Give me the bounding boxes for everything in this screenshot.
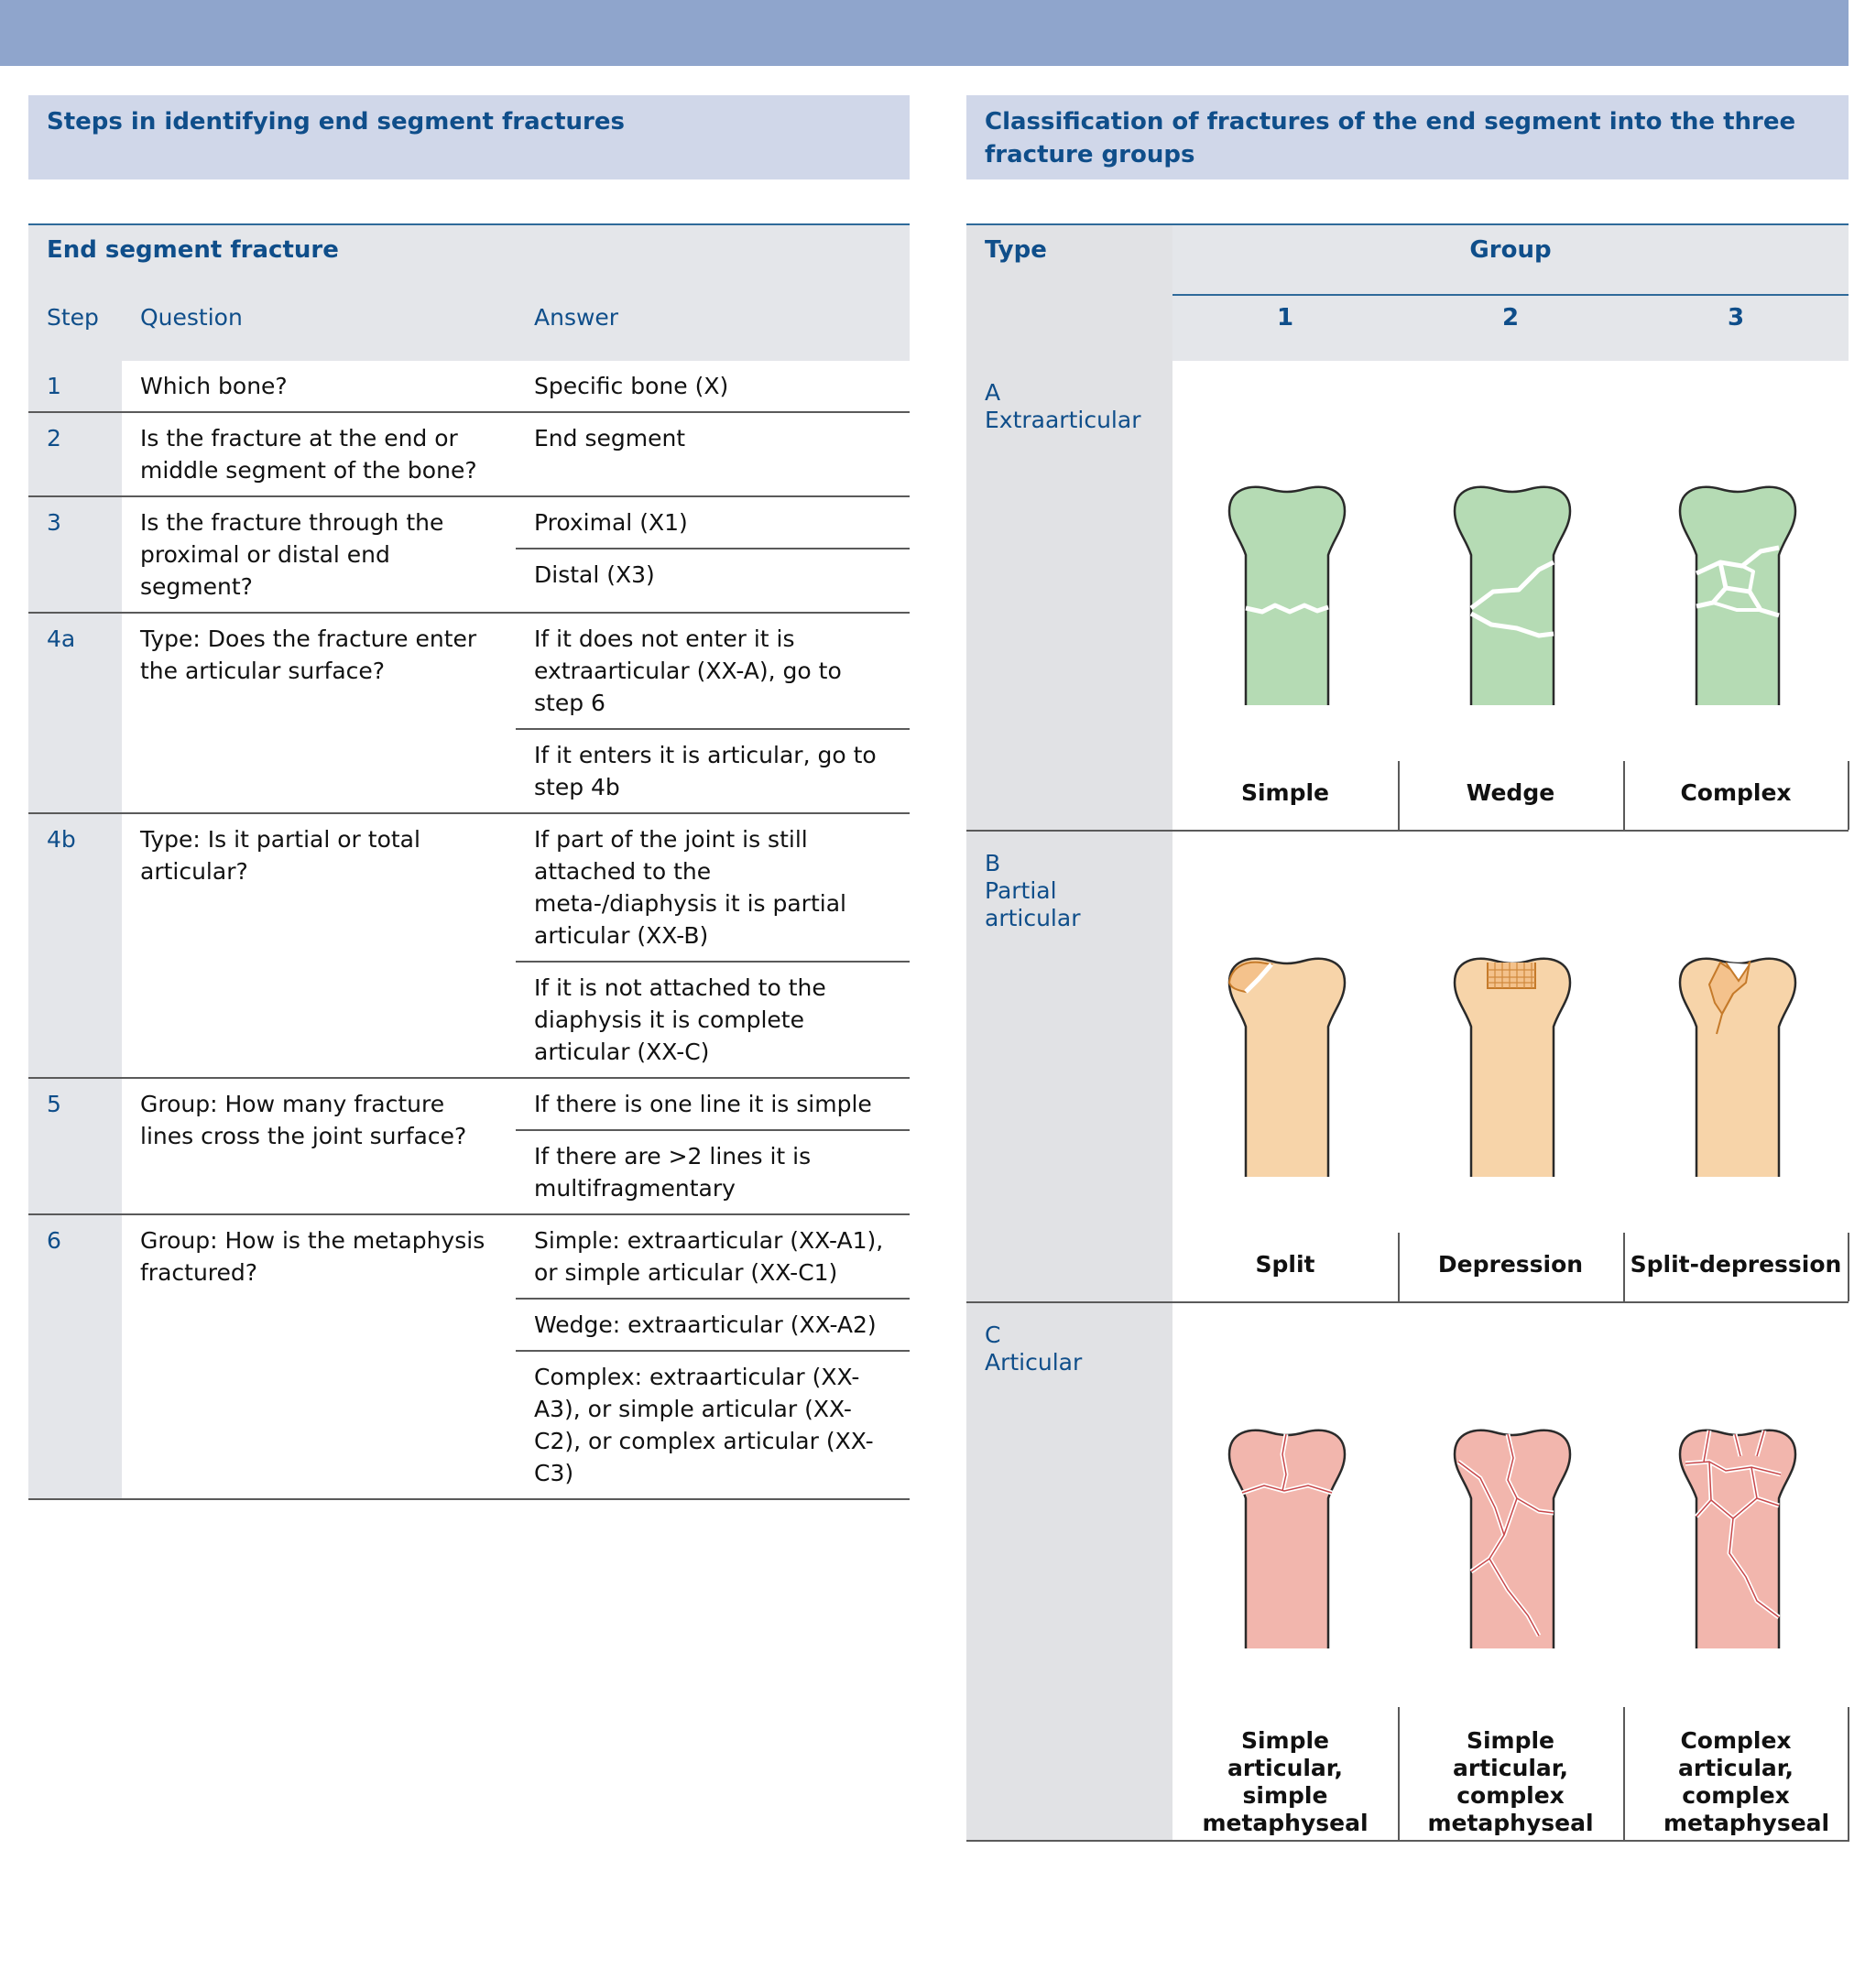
table-row (28, 814, 910, 1079)
step-question: Is the fracture at the end or middle segment of the bone? (140, 425, 477, 484)
type-a-name: Extraarticular (985, 407, 1141, 433)
group-number-3: 3 (1727, 304, 1745, 332)
caption-b1: Split (1255, 1251, 1315, 1278)
step-answer: If it does not enter it is extraarticular (XX-A), go to step 6 (534, 626, 842, 716)
caption-c1: Simple articular, simple metaphyseal (1202, 1727, 1369, 1836)
table-row (28, 614, 910, 814)
bone-c1-simple-articular-simple-metaphyseal-icon (1218, 1398, 1356, 1654)
group-number-2: 2 (1501, 304, 1520, 332)
bone-a3-complex-icon (1669, 454, 1806, 711)
type-c-letter: C (985, 1322, 1001, 1348)
table-row (28, 1215, 910, 1500)
type-column (966, 225, 1172, 1840)
table-title: End segment fracture (47, 236, 339, 264)
step-answer: If there is one line it is simple (534, 1091, 872, 1117)
right-panel-title: Classification of fractures of the end segment into the three fracture groups (966, 95, 1849, 179)
step-answer: Complex: extraarticular (XX-A3), or simple articular (XX-C2), or complex articular (XX-C3) (516, 1350, 910, 1498)
bone-a1-simple-icon (1218, 454, 1356, 711)
step-number: 4b (28, 814, 122, 1077)
step-number: 6 (28, 1215, 122, 1498)
row-divider (966, 830, 1849, 832)
step-question: Group: How is the metaphysis fractured? (140, 1227, 485, 1286)
column-header-question: Question (140, 304, 243, 331)
step-answer: Specific bone (X) (534, 373, 729, 399)
step-answer: If it is not attached to the diaphysis it is complete articular (XX-C) (516, 961, 910, 1077)
step-number: 1 (28, 361, 122, 411)
group-number-1: 1 (1276, 304, 1294, 332)
step-question: Type: Is it partial or total articular? (140, 826, 420, 885)
step-question: Type: Does the fracture enter the articular surface? (140, 626, 477, 684)
step-number: 4a (28, 614, 122, 812)
bone-c2-simple-articular-complex-metaphyseal-icon (1444, 1398, 1581, 1654)
step-answer: If it enters it is articular, go to step 4b (516, 728, 910, 812)
bone-b1-split-icon (1218, 926, 1356, 1182)
bone-c3-complex-articular-complex-metaphyseal-icon (1669, 1398, 1806, 1654)
classification-table (966, 223, 1849, 1840)
step-answers (516, 1079, 910, 1213)
type-header: Type (985, 236, 1047, 264)
step-answer: If there are >2 lines it is multifragmentary (516, 1129, 910, 1213)
group-header-divider (1172, 294, 1849, 296)
table-row (28, 1079, 910, 1215)
type-b-letter: B (985, 850, 1001, 876)
step-answer: Simple: extraarticular (XX-A1), or simple articular (XX-C1) (534, 1227, 884, 1286)
step-number: 2 (28, 413, 122, 495)
step-answer: Proximal (X1) (534, 509, 688, 536)
step-answers (516, 361, 910, 411)
step-answers (516, 814, 910, 1077)
group-header-label: Group (1469, 236, 1552, 264)
step-answers (516, 1215, 910, 1498)
table-row (28, 361, 910, 413)
row-divider (966, 1301, 1849, 1303)
step-answer: If part of the joint is still attached to the meta-/diaphysis it is partial articular (XX-B) (534, 826, 846, 949)
steps-table-body (28, 361, 910, 1500)
column-header-step: Step (47, 304, 99, 331)
step-answers (516, 413, 910, 495)
top-banner (0, 0, 1849, 66)
caption-b3: Split-depression (1630, 1251, 1842, 1278)
step-number: 3 (28, 497, 122, 612)
step-answer: Distal (X3) (516, 548, 910, 600)
caption-c3: Complex articular, complex metaphyseal (1663, 1727, 1830, 1836)
left-panel-title: Steps in identifying end segment fractures (28, 95, 910, 179)
step-answers (516, 614, 910, 812)
steps-table-header (28, 225, 910, 361)
caption-c2: Simple articular, complex metaphyseal (1427, 1727, 1594, 1836)
table-row (28, 413, 910, 497)
step-answer: End segment (534, 425, 686, 451)
column-header-answer: Answer (534, 304, 619, 331)
caption-a3: Complex (1680, 779, 1792, 806)
type-b-name: Partial articular (985, 877, 1081, 931)
caption-b2: Depression (1437, 1251, 1584, 1278)
row-divider (966, 1840, 1849, 1842)
step-answer: Wedge: extraarticular (XX-A2) (516, 1298, 910, 1350)
bone-b3-split-depression-icon (1669, 926, 1806, 1182)
steps-table (28, 223, 910, 1500)
caption-a1: Simple (1240, 779, 1330, 806)
group-header (1172, 225, 1849, 361)
step-answers (516, 497, 910, 612)
step-question: Group: How many fracture lines cross the joint surface? (140, 1091, 467, 1149)
table-row (28, 497, 910, 614)
type-c-name: Articular (985, 1349, 1083, 1376)
step-question: Is the fracture through the proximal or distal end segment? (140, 509, 444, 600)
bone-a2-wedge-icon (1444, 454, 1581, 711)
caption-a2: Wedge (1466, 779, 1555, 806)
step-number: 5 (28, 1079, 122, 1213)
bone-b2-depression-icon (1444, 926, 1581, 1182)
type-a-letter: A (985, 379, 1001, 406)
step-question: Which bone? (140, 373, 288, 399)
